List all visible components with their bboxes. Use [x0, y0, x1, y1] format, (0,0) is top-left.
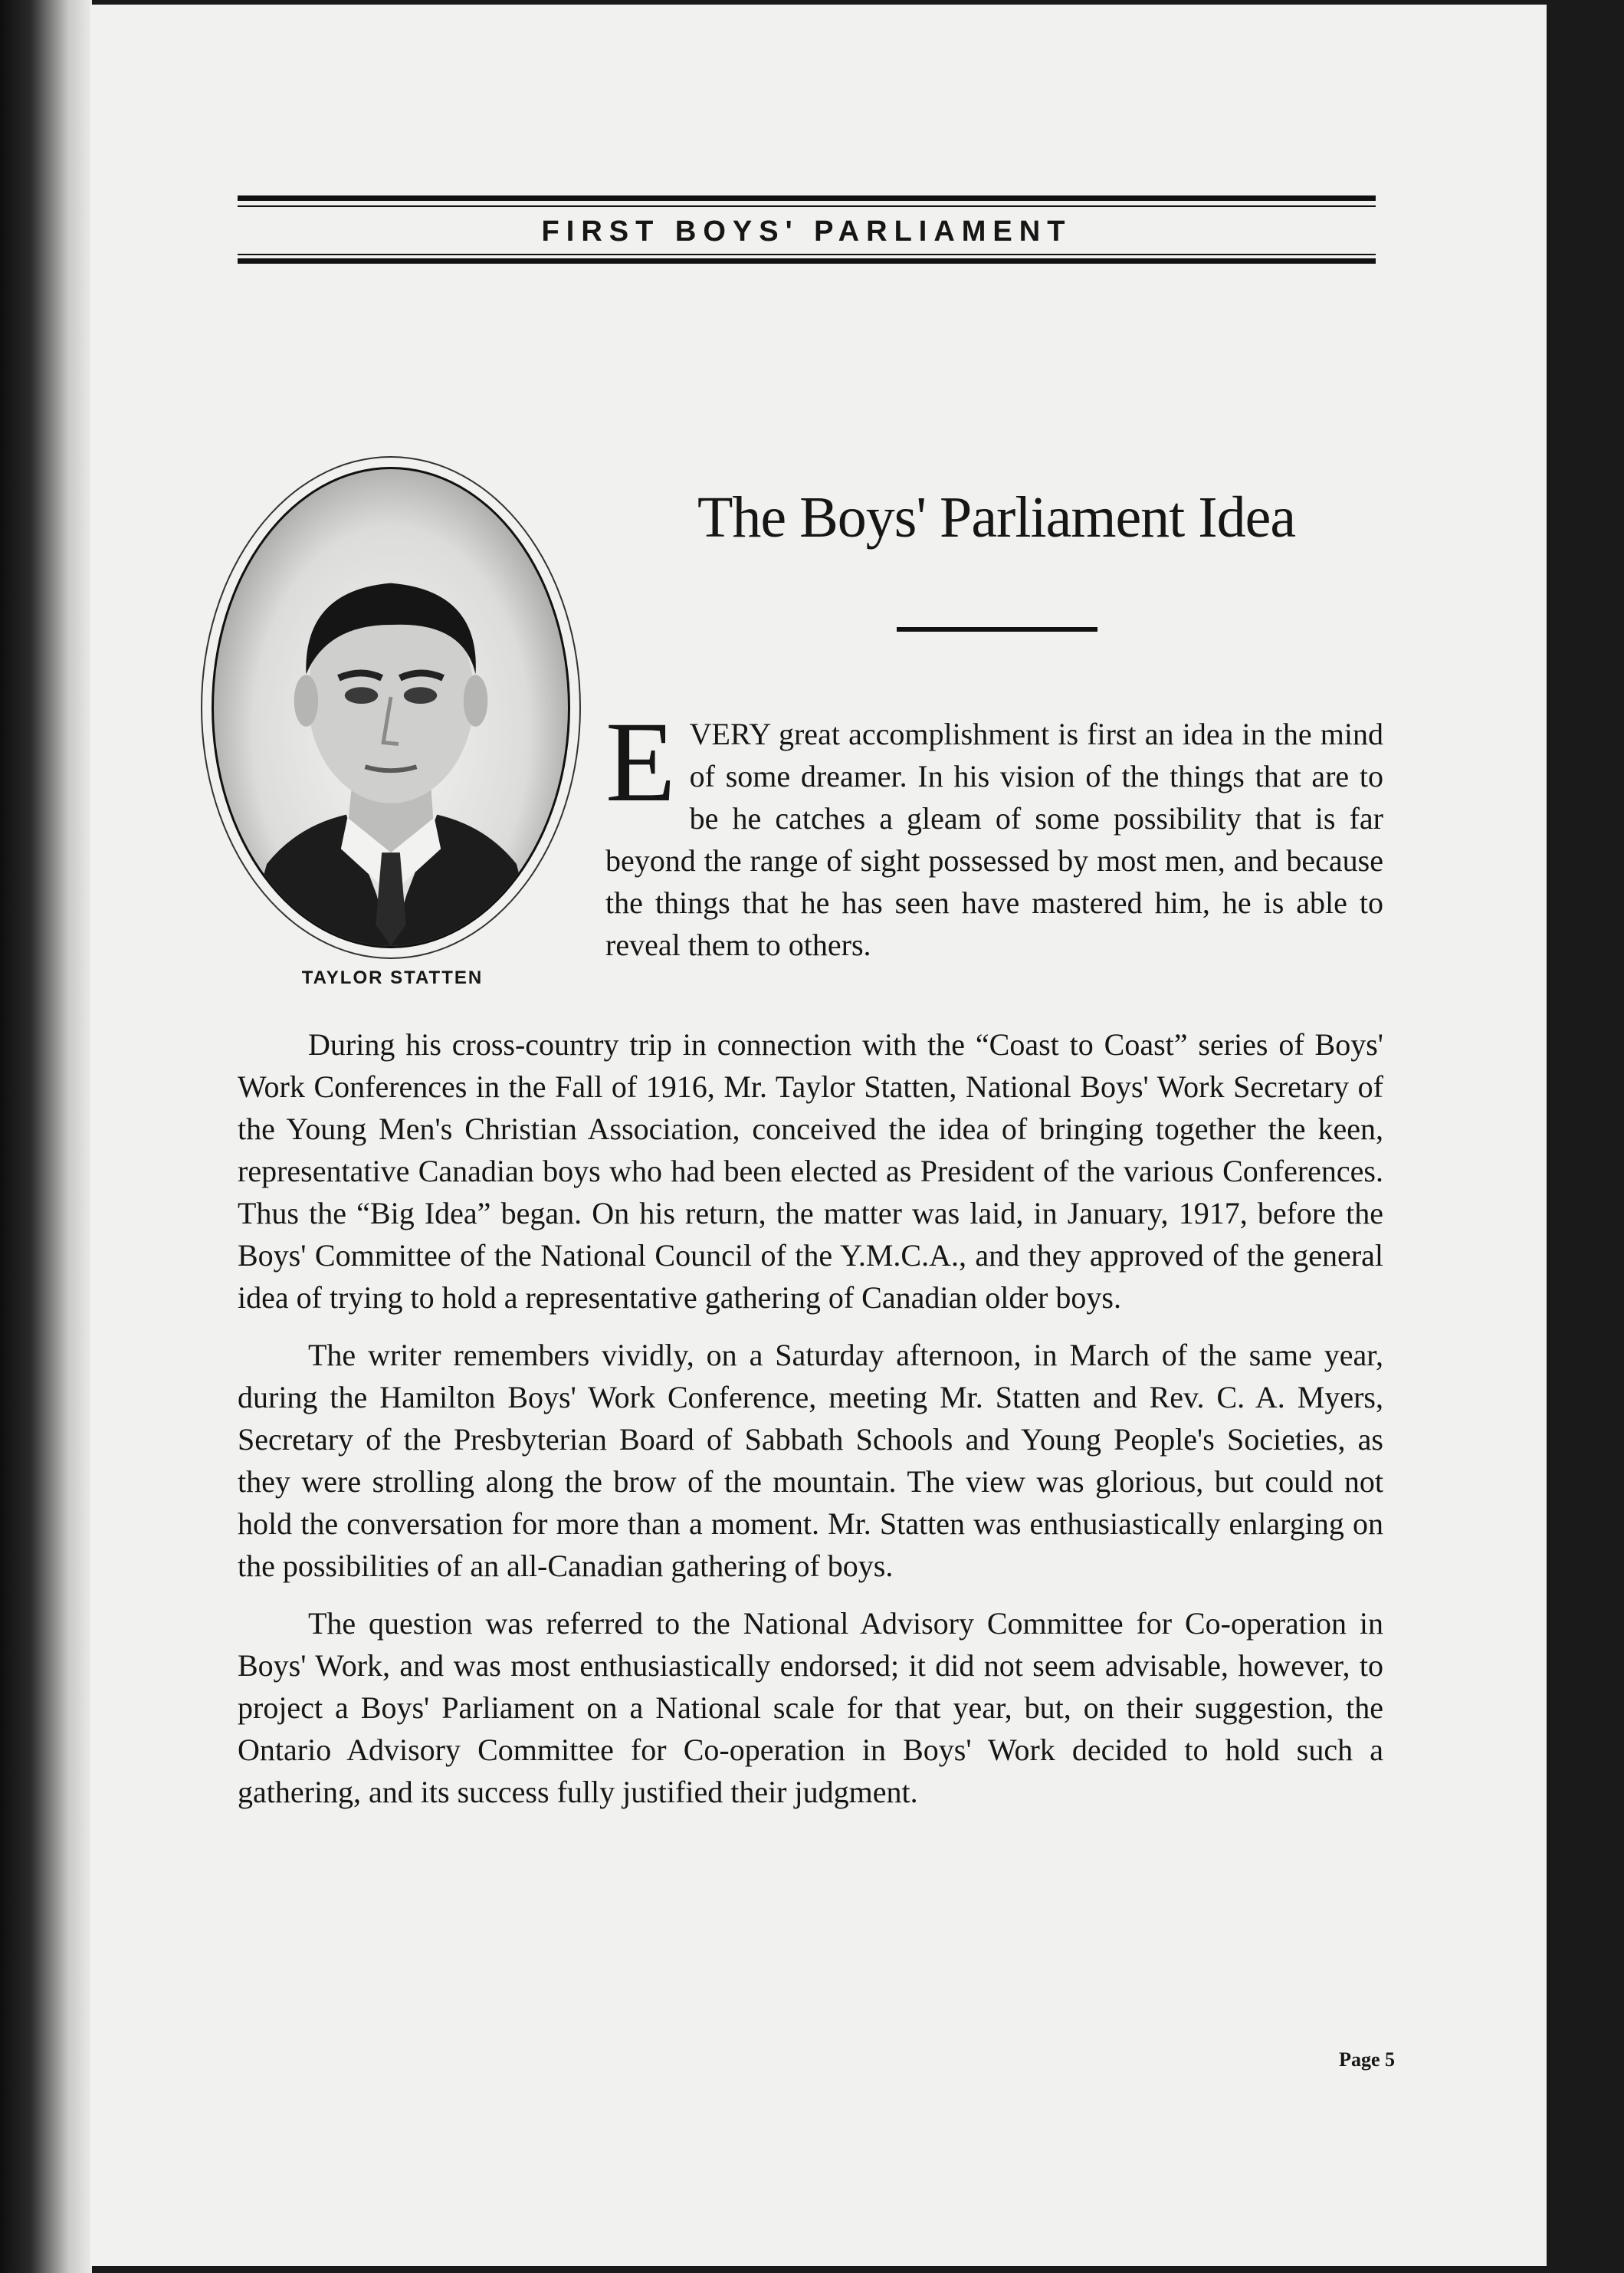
- portrait-illustration: [214, 469, 568, 946]
- intro-text: VERY great accomplishment is first an idea in the mind of some dreamer. In his vision of the things that are to be he catches a gleam of some possibility that is far beyond the range of sight possessed by most men, and because the things that he has seen have mastered him, he is able to reveal them to others.: [605, 717, 1383, 962]
- running-header-text: FIRST BOYS' PARLIAMENT: [541, 215, 1072, 248]
- body-paragraph: During his cross-country trip in connection with the “Coast to Coast” series of Boys' Work Conferences in the Fall of 1916, Mr. Taylor Statten, National Boys' Work Secretary of the Young Men's Christian Association, conceived the idea of bringing together the keen, representative Canadian boys who had been elected as President of the various Conferences. Thus the “Big Idea” began. On his return, the matter was laid, in January, 1917, before the Boys' Committee of the National Council of the Y.M.C.A., and they approved of the general idea of trying to hold a representative gathering of Canadian older boys.: [238, 1027, 1383, 1315]
- running-header: [238, 195, 1376, 264]
- title-rule: [897, 627, 1097, 632]
- article-title: The Boys' Parliament Idea: [697, 485, 1296, 550]
- book-binding-edge: [0, 0, 92, 2273]
- drop-cap: E: [605, 698, 676, 826]
- header-rule-top: [238, 195, 1376, 201]
- intro-paragraph: [605, 698, 1383, 966]
- portrait-frame: [201, 456, 584, 962]
- body-paragraph: The writer remembers vividly, on a Saturday afternoon, in March of the same year, during the Hamilton Boys' Work Conference, meeting Mr. Statten and Rev. C. A. Myers, Secretary of the Presbyterian Board of Sabbath Schools and Young People's Societies, as they were strolling along the brow of the mountain. The view was glorious, but could not hold the conversation for more than a moment. Mr. Statten was enthusiastically enlarging on the possibilities of an all-Canadian gathering of boys.: [238, 1338, 1383, 1583]
- portrait-caption: TAYLOR STATTEN: [301, 967, 484, 988]
- portrait-photo: [212, 467, 570, 948]
- page-number: Page 5: [1339, 2048, 1395, 2071]
- article-body: [238, 1023, 1383, 1828]
- body-paragraph: The question was referred to the National Advisory Committee for Co-operation in Boys' Work, and was most enthusiastically endorsed; it did not seem advisable, however, to project a Boys' Parliament on a National scale for that year, but, on their suggestion, the Ontario Advisory Committee for Co-operation in Boys' Work decided to hold such a gathering, and its success fully justified their judgment.: [238, 1606, 1383, 1809]
- header-rule-bottom: [238, 258, 1376, 264]
- header-rule-bottom-thin: [238, 254, 1376, 255]
- header-rule-top-thin: [238, 205, 1376, 207]
